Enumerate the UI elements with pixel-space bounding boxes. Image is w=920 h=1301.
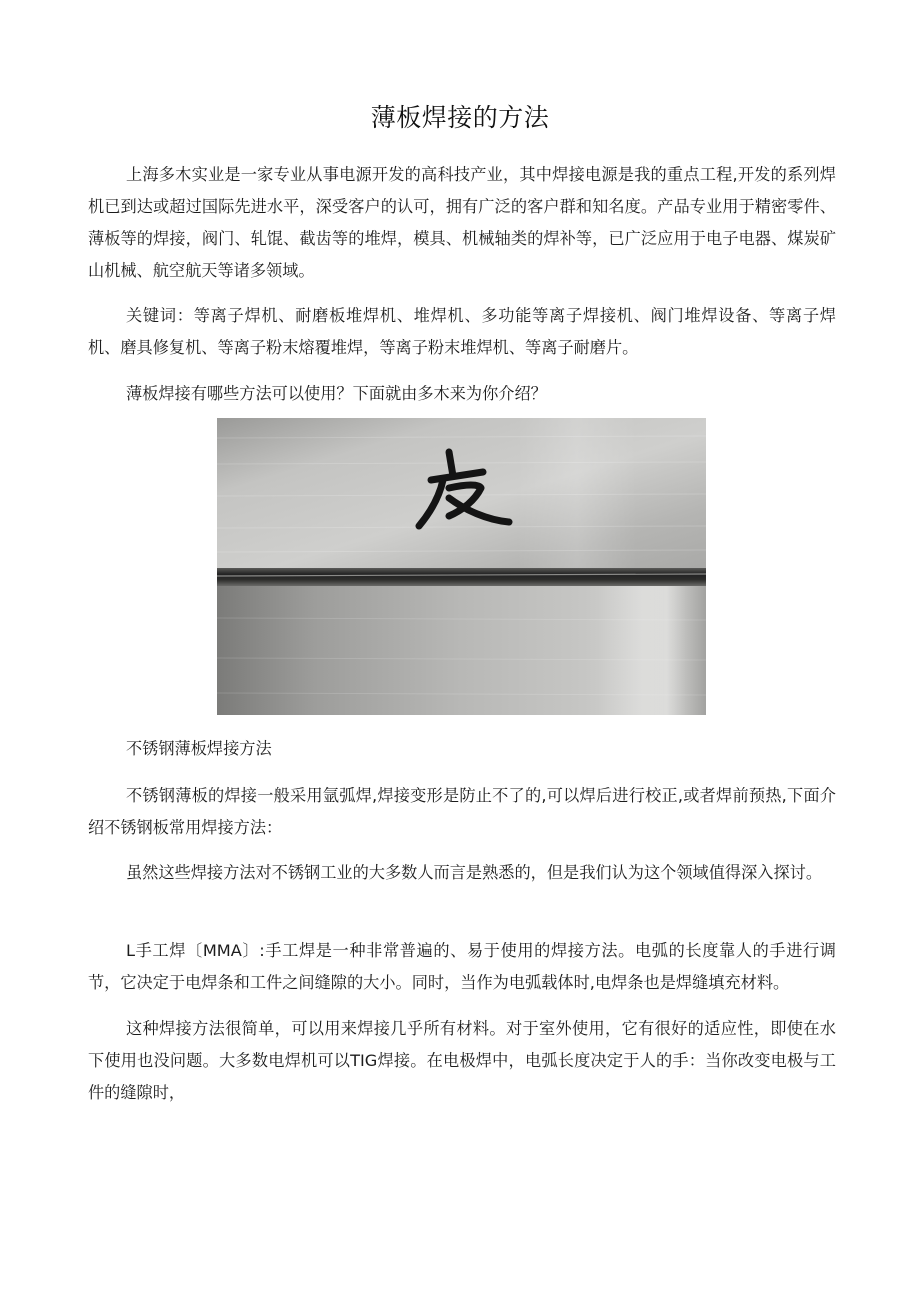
section-heading-stainless: 不锈钢薄板焊接方法 <box>126 739 272 758</box>
familiarity-paragraph: 虽然这些焊接方法对不锈钢工业的大多数人而言是熟悉的，但是我们认为这个领域值得深入探讨。 <box>126 863 823 882</box>
mma-paragraph: L手工焊〔MMA〕:手工焊是一种非常普遍的、易于使用的焊接方法。电弧的长度靠人的手进行调节，它决定于电焊条和工件之间缝隙的大小。同时，当作为电弧载体时,电焊条也是焊缝填充材料。 <box>88 941 836 992</box>
question-paragraph: 薄板焊接有哪些方法可以使用？下面就由多木来为你介绍？ <box>126 384 547 403</box>
stainless-intro-paragraph: 不锈钢薄板的焊接一般采用氩弧焊,焊接变形是防止不了的,可以焊后进行校正,或者焊前预热,下面介绍不锈钢板常用焊接方法： <box>88 786 836 837</box>
intro-paragraph: 上海多木实业是一家专业从事电源开发的高科技产业，其中焊接电源是我的重点工程,开发的系列焊机已到达或超过国际先进水平，深受客户的认可，拥有广泛的客户群和知名度。产品专业用于精密零件、薄板等的焊接，阀门、轧馄、截齿等的堆焊，模具、机械轴类的焊补等，已广泛应用于电子电器、煤炭矿山机械、航空航天等诸多领域。 <box>88 165 836 280</box>
method-paragraph: 这种焊接方法很简单，可以用来焊接几乎所有材料。对于室外使用，它有很好的适应性，即使在水下使用也没问题。大多数电焊机可以TIG焊接。在电极焊中，电弧长度决定于人的手：当你改变电极与工件的缝隙时， <box>88 1019 836 1102</box>
keywords-paragraph: 关键词：等离子焊机、耐磨板堆焊机、堆焊机、多功能等离子焊接机、阀门堆焊设备、等离子焊机、磨具修复机、等离子粉末熔覆堆焊，等离子粉末堆焊机、等离子耐磨片。 <box>88 306 836 357</box>
welded-sheet-photo <box>217 418 706 715</box>
page-title: 薄板焊接的方法 <box>370 103 550 132</box>
welded-sheet-image <box>217 418 706 715</box>
